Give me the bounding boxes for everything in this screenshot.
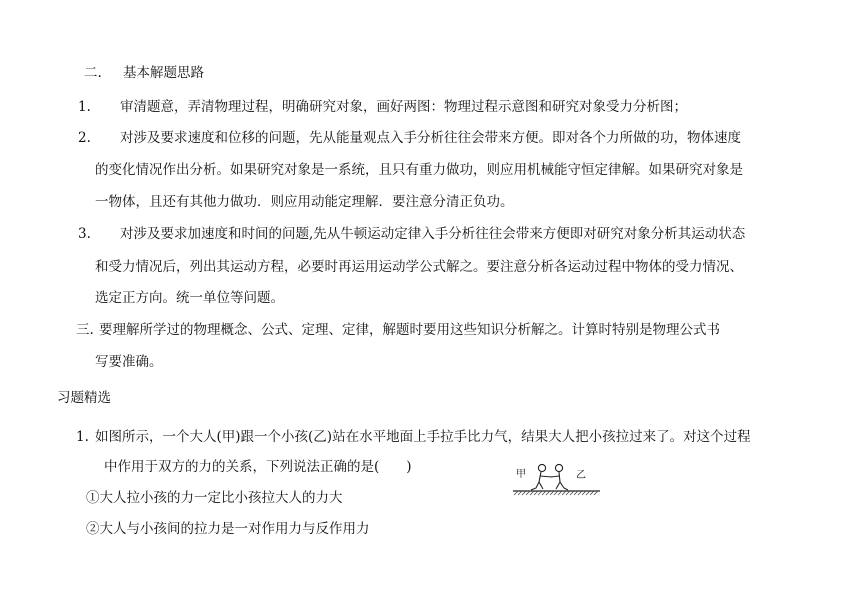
child-arm [551,476,559,477]
adult-body [531,472,541,490]
item-3-line-3: 选定正方向。统一单位等问题。 [95,290,284,306]
question-1-option-2: ②大人与小孩间的拉力是一对作用力与反作用力 [86,521,370,537]
item-3-number: 3. [78,226,91,242]
section-2-heading: 基本解题思路 [123,65,204,81]
figure-label-jia: 甲 [516,469,526,480]
item-2-line-3: 一物体，且还有其他力做功．则应用动能定理解．要注意分清正负功。 [95,194,514,210]
question-1-option-1: ①大人拉小孩的力一定比小孩拉大人的力大 [86,490,343,506]
child-body [559,472,568,490]
section-2-number: 二. [84,65,102,81]
question-1-number: 1. [76,429,89,445]
adult-leg [539,482,543,489]
question-1-line-2: 中作用于双方的力的关系，下列说法正确的是( ) [104,459,412,475]
item-1-number: 1. [78,99,91,115]
question-1-line-1: 如图所示，一个大人(甲)跟一个小孩(乙)站在水平地面上手拉手比力气，结果大人把小孩拉过来了。对这个过程 [95,429,751,445]
figure-drawing [510,460,610,506]
tug-figure [510,460,610,506]
item-2-number: 2. [78,130,91,146]
figure-label-yi: 乙 [576,470,586,481]
ground-hatching [514,491,598,495]
section-3-line-1: 要理解所学过的物理概念、公式、定理、定律，解题时要用这些知识分析解之。计算时特别是物理公式书 [99,322,720,338]
child-head [555,464,562,471]
item-2-line-1: 对涉及要求速度和位移的问题，先从能量观点入手分析往往会带来方便。即对各个力所做的功，物体速度 [120,130,741,146]
adult-head [538,464,545,471]
adult-arm [540,476,552,477]
item-3-line-2: 和受力情况后，列出其运动方程，必要时再运用运动学公式解之。要注意分析各运动过程中物体的受力情况、 [95,259,743,275]
section-3-line-2: 写要准确。 [95,354,163,370]
item-3-line-1: 对涉及要求加速度和时间的问题,先从牛顿运动定律入手分析往往会带来方便即对研究对象分析其运动状态 [120,226,746,242]
exercises-title: 习题精选 [57,390,111,406]
item-1-line-1: 审清题意，弄清物理过程，明确研究对象，画好两图：物理过程示意图和研究对象受力分析图； [120,99,687,115]
section-3-number: 三. [76,322,94,338]
item-2-line-2: 的变化情况作出分析。如果研究对象是一系统，且只有重力做功，则应用机械能守恒定律解。如果研究对象是 [95,162,743,178]
child-leg [556,482,560,489]
